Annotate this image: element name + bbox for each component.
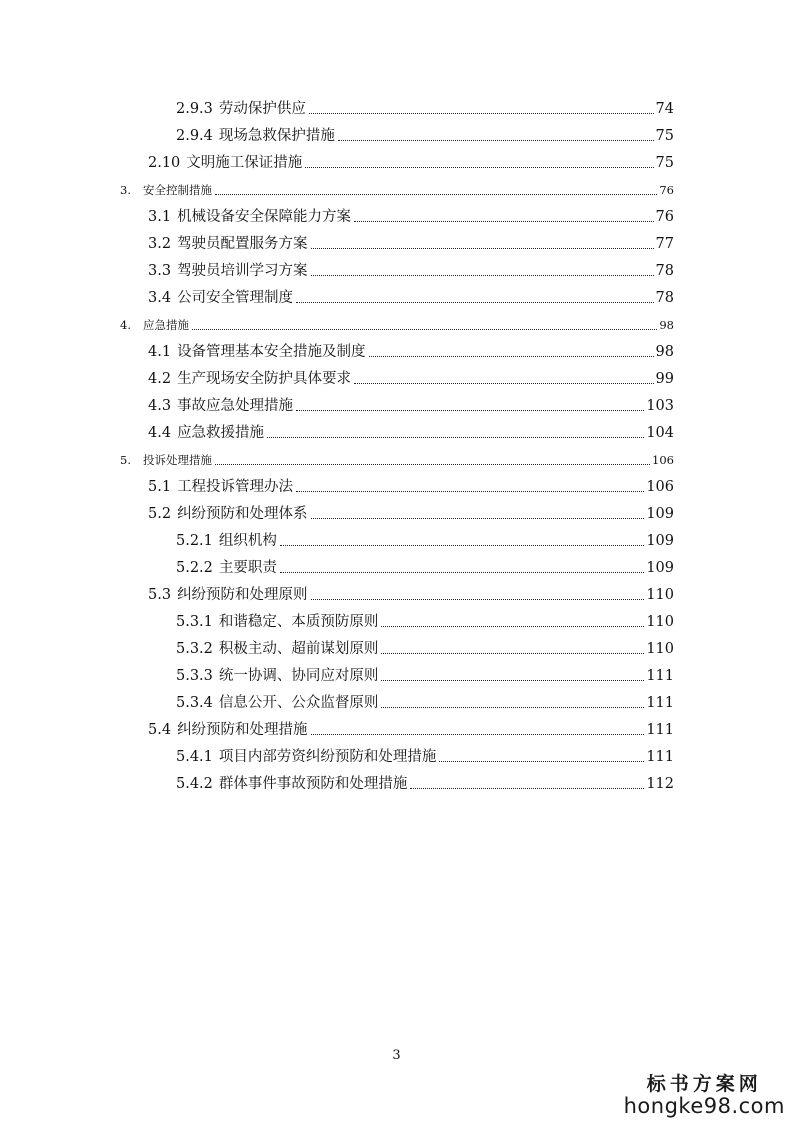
toc-entry-number: 5.3.1 [176,614,213,630]
toc-entry[interactable] [176,775,674,793]
toc-entry-page: 75 [655,155,674,171]
toc-entry[interactable] [176,667,674,685]
toc-dot-leader [309,113,654,114]
toc-entry-number: 5.3.2 [176,641,213,657]
watermark-title: 标书方案网 [646,1073,762,1095]
toc-entry-number: 3.3 [148,263,172,279]
toc-entry-page: 98 [659,318,674,332]
toc-entry-title: 驾驶员培训学习方案 [177,263,308,279]
toc-entry[interactable] [148,505,674,523]
toc-entry-number: 3.4 [148,290,172,306]
toc-entry-page: 110 [646,641,674,657]
toc-entry-number: 3.1 [148,209,172,225]
toc-entry-number: 2.9.3 [176,101,213,117]
toc-entry-title: 设备管理基本安全措施及制度 [177,344,366,360]
toc-dot-leader [410,788,644,789]
toc-entry-page: 77 [655,236,674,252]
toc-dot-leader [381,707,644,708]
toc-dot-leader [311,518,645,519]
toc-entry-number: 4.2 [148,371,172,387]
toc-entry[interactable] [148,262,674,280]
toc-entry-title: 和谐稳定、本质预防原则 [218,614,379,630]
toc-entry-title: 事故应急处理措施 [177,398,294,414]
toc-entry-number: 5.4 [148,722,172,738]
toc-dot-leader [311,734,645,735]
toc-entry-title: 应急措施 [142,318,189,332]
toc-entry-title: 投诉处理措施 [142,453,212,467]
toc-dot-leader [192,329,657,330]
toc-dot-leader [280,545,644,546]
toc-entry-page: 111 [646,722,674,738]
toc-entry[interactable] [176,748,674,766]
toc-dot-leader [215,464,650,465]
toc-entry-title: 纠纷预防和处理体系 [177,506,308,522]
toc-dot-leader [369,356,654,357]
toc-entry-page: 78 [655,290,674,306]
toc-entry-number: 3. [120,183,131,197]
toc-dot-leader [311,275,654,276]
toc-entry-title: 组织机构 [218,533,277,549]
toc-dot-leader [338,140,654,141]
toc-entry-page: 103 [646,398,674,414]
toc-entry-title: 工程投诉管理办法 [177,479,294,495]
toc-entry[interactable] [176,613,674,631]
toc-entry-page: 109 [646,560,674,576]
toc-entry[interactable] [120,451,674,469]
toc-entry-page: 111 [646,668,674,684]
toc-entry-title: 生产现场安全防护具体要求 [177,371,352,387]
toc-dot-leader [381,680,644,681]
toc-entry-page: 109 [646,506,674,522]
toc-entry[interactable] [176,694,674,712]
toc-entry-page: 112 [646,776,674,792]
toc-entry-number: 2.9.4 [176,128,213,144]
toc-entry[interactable] [176,640,674,658]
toc-entry-number: 5.4.1 [176,749,213,765]
toc-entry[interactable] [148,370,674,388]
toc-dot-leader [381,653,644,654]
toc-dot-leader [305,167,653,168]
toc-entry-page: 74 [655,101,674,117]
toc-dot-leader [280,572,644,573]
toc-entry-page: 75 [655,128,674,144]
page-number: 3 [392,1048,401,1063]
toc-entry-title: 机械设备安全保障能力方案 [177,209,352,225]
toc-entry-number: 5.3.3 [176,668,213,684]
toc-entry[interactable] [148,208,674,226]
watermark-url: hongke98.com [623,1094,785,1118]
toc-entry-page: 106 [646,479,674,495]
toc-entry-number: 4.4 [148,425,172,441]
toc-entry-number: 4.1 [148,344,172,360]
toc-entry[interactable] [148,397,674,415]
toc-entry-page: 111 [646,749,674,765]
toc-entry-number: 5.3 [148,587,172,603]
toc-entry[interactable] [120,181,674,199]
toc-entry-page: 110 [646,587,674,603]
toc-entry-page: 104 [646,425,674,441]
toc-entry-title: 信息公开、公众监督原则 [218,695,379,711]
toc-dot-leader [296,302,653,303]
toc-entry-title: 驾驶员配置服务方案 [177,236,308,252]
toc-entry-number: 5.2 [148,506,172,522]
toc-entry-title: 安全控制措施 [142,183,212,197]
toc-entry[interactable] [148,289,674,307]
toc-entry-title: 应急救援措施 [177,425,265,441]
toc-entry-number: 5.3.4 [176,695,213,711]
toc-entry[interactable] [176,127,674,145]
toc-entry[interactable] [148,721,674,739]
toc-entry[interactable] [120,316,674,334]
toc-entry[interactable] [176,100,674,118]
toc-entry-page: 98 [655,344,674,360]
toc-entry-title: 统一协调、协同应对原则 [218,668,379,684]
toc-dot-leader [267,437,644,438]
toc-entry-page: 109 [646,533,674,549]
toc-entry-title: 积极主动、超前谋划原则 [218,641,379,657]
toc-entry[interactable] [148,478,674,496]
toc-dot-leader [311,248,654,249]
toc-entry-title: 项目内部劳资纠纷预防和处理措施 [218,749,437,765]
toc-entry-number: 4. [120,318,131,332]
toc-entry-page: 106 [652,453,674,467]
toc-entry-number: 5.2.2 [176,560,213,576]
watermark-logo [624,1069,785,1118]
toc-entry-title: 劳动保护供应 [218,101,306,117]
toc-entry-number: 5.2.1 [176,533,213,549]
toc-entry[interactable] [148,235,674,253]
toc-dot-leader [296,491,644,492]
toc-entry-number: 5.4.2 [176,776,213,792]
toc-entry-title: 主要职责 [218,560,277,576]
toc-entry[interactable] [176,559,674,577]
toc-entry-title: 群体事件事故预防和处理措施 [218,776,408,792]
toc-entry-page: 76 [659,183,674,197]
toc-entry[interactable] [148,586,674,604]
toc-entry-number: 3.2 [148,236,172,252]
toc-dot-leader [296,410,644,411]
toc-dot-leader [439,761,644,762]
toc-dot-leader [215,194,657,195]
toc-entry[interactable] [176,532,674,550]
toc-entry-page: 78 [655,263,674,279]
toc-entry[interactable] [148,154,674,172]
toc-entry-page: 111 [646,695,674,711]
toc-entry-page: 76 [655,209,674,225]
toc-entry-number: 2.10 [148,155,181,171]
toc-dot-leader [311,599,645,600]
toc-entry-title: 纠纷预防和处理措施 [177,722,308,738]
toc-dot-leader [381,626,644,627]
toc-dot-leader [354,221,653,222]
toc-entry-number: 5. [120,453,131,467]
toc-entry-page: 110 [646,614,674,630]
toc-entry[interactable] [148,424,674,442]
toc-entry[interactable] [148,343,674,361]
toc-entry-page: 99 [655,371,674,387]
toc-entry-number: 5.1 [148,479,172,495]
toc-entry-title: 现场急救保护措施 [218,128,335,144]
toc-entry-title: 纠纷预防和处理原则 [177,587,308,603]
toc-entry-title: 文明施工保证措施 [186,155,303,171]
toc-dot-leader [354,383,653,384]
toc-entry-number: 4.3 [148,398,172,414]
toc-entry-title: 公司安全管理制度 [177,290,294,306]
